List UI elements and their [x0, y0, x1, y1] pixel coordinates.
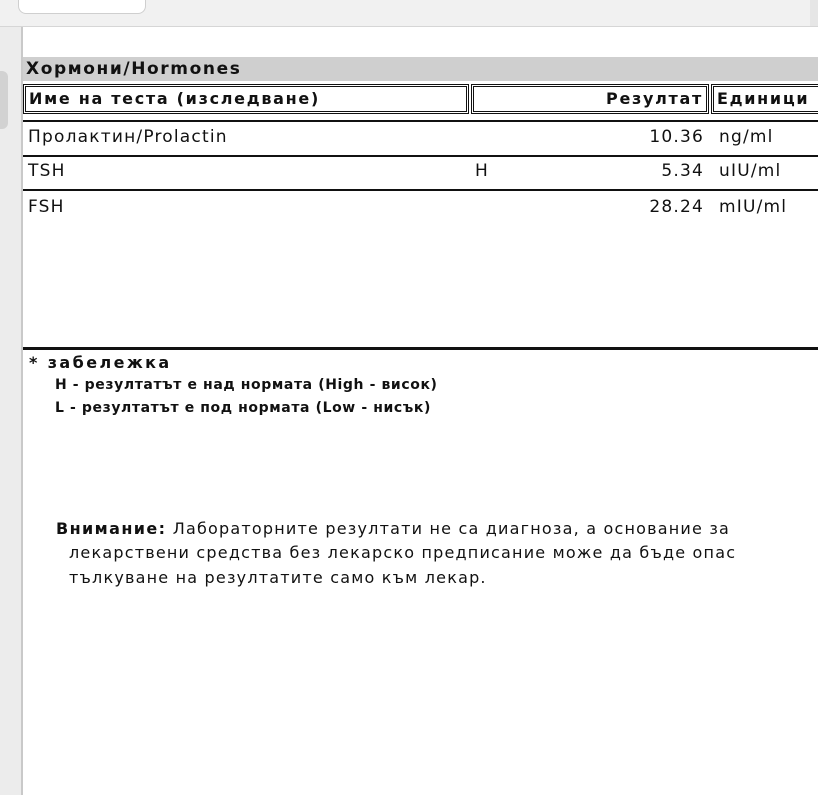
- lab-report-page: [23, 27, 818, 795]
- sidebar-handle[interactable]: [0, 71, 8, 129]
- flag-cell: H: [475, 161, 489, 181]
- row-divider: [23, 155, 818, 157]
- section-title: Хормони/Hormones: [23, 57, 818, 81]
- note-low-line: L - резултатът е под нормата (Low - нисък): [55, 400, 432, 416]
- column-header-units: Единици: [711, 84, 818, 114]
- warning-line-3: тълкуване на резултатите само към лекар.: [69, 568, 487, 587]
- units-cell: uIU/ml: [719, 161, 782, 181]
- warning-text: Лабораторните резултати не са диагноза, а основание за: [172, 519, 731, 538]
- note-title: * забележка: [29, 353, 172, 372]
- browser-tab[interactable]: [18, 0, 146, 14]
- section-end-rule: [23, 347, 818, 350]
- table-divider: [23, 120, 818, 122]
- column-header-result: Резултат: [471, 84, 709, 114]
- warning-label: Внимание:: [56, 519, 167, 538]
- test-name-cell: Пролактин/Prolactin: [28, 127, 228, 147]
- units-cell: mIU/ml: [719, 197, 788, 217]
- warning-line-2: лекарствени средства без лекарско предписание може да бъде опас: [69, 543, 737, 562]
- browser-top-bar: [0, 0, 818, 27]
- row-divider: [23, 189, 818, 191]
- warning-line-1: [56, 518, 730, 540]
- result-cell: 5.34: [661, 161, 704, 181]
- test-name-cell: FSH: [28, 197, 65, 217]
- units-cell: ng/ml: [719, 127, 774, 147]
- result-cell: 28.24: [649, 197, 704, 217]
- result-cell: 10.36: [649, 127, 704, 147]
- test-name-cell: TSH: [28, 161, 66, 181]
- note-high-line: H - резултатът е над нормата (High - висок): [55, 377, 438, 393]
- column-header-test-name: Име на теста (изследване): [23, 84, 469, 114]
- scrollbar-corner: [810, 0, 818, 26]
- left-sidebar-gutter: [0, 27, 23, 795]
